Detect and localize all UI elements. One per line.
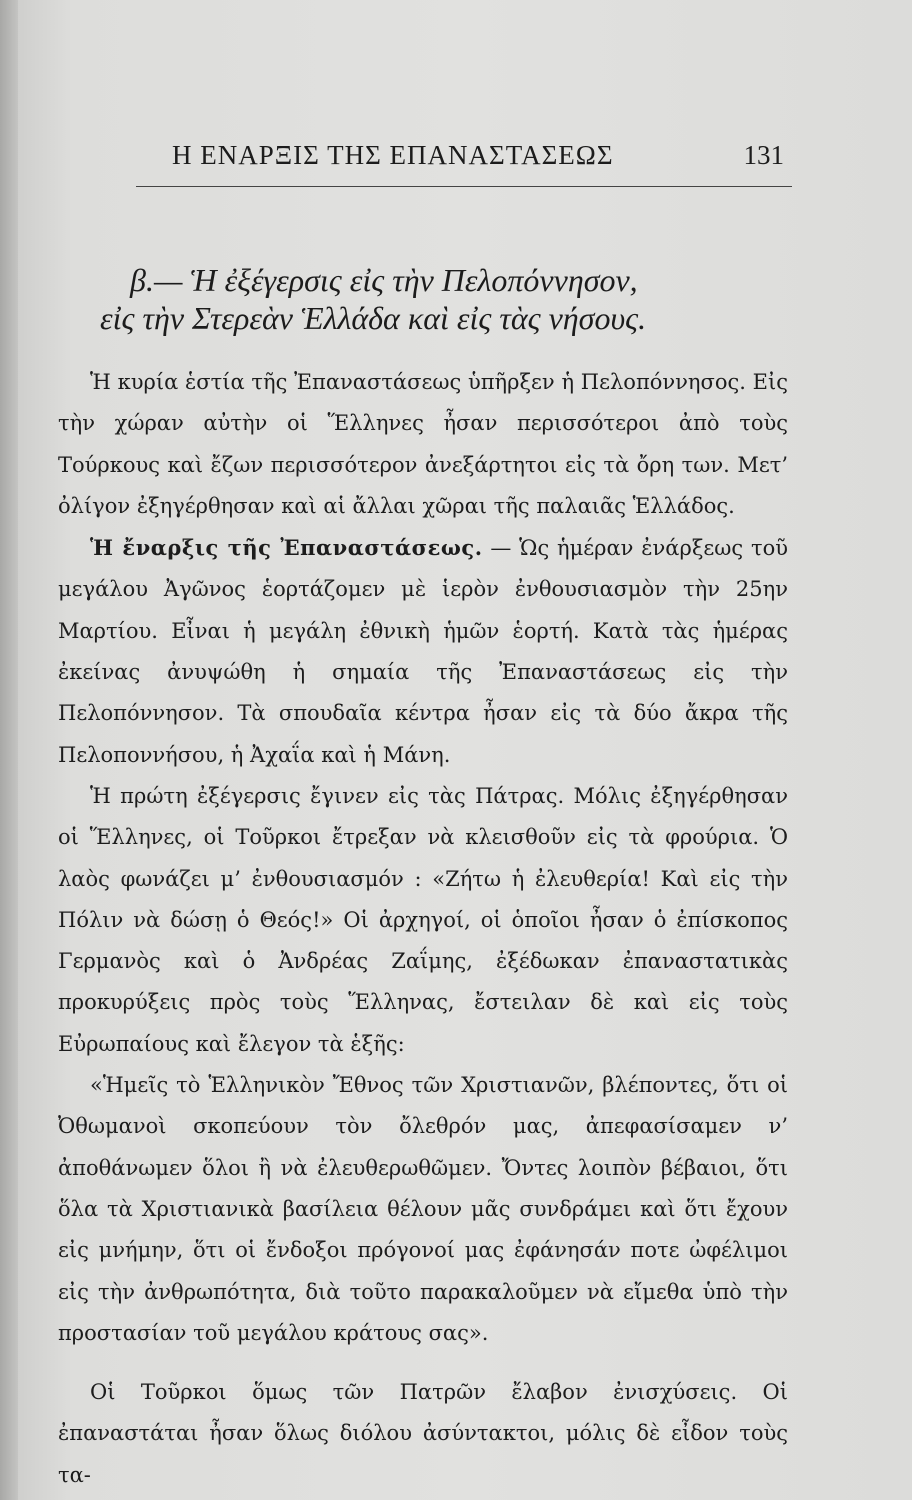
section-heading-line-2: εἰς τὴν Στερεὰν Ἑλλάδα καὶ εἰς τὰς νήσους. [100,300,647,336]
running-header [150,140,790,180]
running-header-title: Η ΕΝΑΡΞΙΣ ΤΗΣ ΕΠΑΝΑΣΤΑΣΕΩΣ [172,140,614,170]
section-heading-line-1: β.— Ἡ ἐξέγερσις εἰς τὴν Πελοπόννησον, [130,262,638,298]
header-rule [136,186,792,187]
paragraph-1: Ἡ κυρία ἑστία τῆς Ἐπαναστάσεως ὑπῆρξεν ἡ Πελοπόννησος. Εἰς τὴν χώραν αὐτὴν οἱ Ἕλληνες ἦσαν περισσότεροι ἀπὸ τοὺς Τούρκους καὶ ἔζων περισσότερον ἀνεξάρτητοι εἰς τὰ ὄρη των. Μετ’ ὀλίγον ἐξηγέρθησαν καὶ αἱ ἄλλαι χῶραι τῆς παλαιᾶς Ἑλλάδος. [58,370,788,518]
paragraph-5: Οἱ Τοῦρκοι ὅμως τῶν Πατρῶν ἔλαβον ἐνισχύσεις. Οἱ ἐπαναστάται ἦσαν ὅλως διόλου ἀσύντακτοι, μόλις δὲ εἶδον τοὺς τα- [58,1380,788,1487]
body-text [58,362,788,1496]
paragraph-2 [58,527,788,776]
paragraph-gap [58,1354,788,1372]
paragraph-4-quotation: «Ἡμεῖς τὸ Ἑλληνικὸν Ἔθνος τῶν Χριστιανῶν, βλέποντες, ὅτι οἱ Ὀθωμανοὶ σκοπεύουν τὸν ὄλεθρόν μας, ἀπεφασίσαμεν ν’ ἀποθάνωμεν ὅλοι ἢ νὰ ἐλευθερωθῶμεν. Ὄντες λοιπὸν βέβαιοι, ὅτι ὅλα τὰ Χριστιανικὰ βασίλεια θέλουν μᾶς συνδράμει καὶ ὅτι ἔχουν εἰς μνήμην, ὅτι οἱ ἔνδοξοι πρόγονοί μας ἐφάνησάν ποτε ὠφέλιμοι εἰς τὴν ἀνθρωπότητα, διὰ τοῦτο παρακαλοῦμεν νὰ εἴμεθα ὑπὸ τὴν προστασίαν τοῦ μεγάλου κράτους σας». [58,1073,788,1345]
paragraph-2-text: — Ὡς ἡμέραν ἐνάρξεως τοῦ μεγάλου Ἀγῶνος ἑορτάζομεν μὲ ἱερὸν ἐνθουσιασμὸν τὴν 25ην Μαρτίου. Εἶναι ἡ μεγάλη ἐθνικὴ ἡμῶν ἑορτή. Κατὰ τὰς ἡμέρας ἐκείνας ἀνυψώθη ἡ σημαία τῆς Ἐπαναστάσεως εἰς τὴν Πελοπόννησον. Τὰ σπουδαῖα κέντρα ἦσαν εἰς τὰ δύο ἄκρα τῆς Πελοποννήσου, ἡ Ἀχαΐα καὶ ἡ Μάνη. [58,536,788,767]
paragraph-3: Ἡ πρώτη ἐξέγερσις ἔγινεν εἰς τὰς Πάτρας. Μόλις ἐξηγέρθησαν οἱ Ἕλληνες, οἱ Τοῦρκοι ἔτρεξαν νὰ κλεισθοῦν εἰς τὰ φρούρια. Ὁ λαὸς φωνάζει μ’ ἐνθουσιασμόν : «Ζήτω ἡ ἐλευθερία! Καὶ εἰς τὴν Πόλιν νὰ δώσῃ ὁ Θεός!» Οἱ ἀρχηγοί, οἱ ὁποῖοι ἦσαν ὁ ἐπίσκοπος Γερμανὸς καὶ ὁ Ἀνδρέας Ζαΐμης, ἐξέδωκαν ἐπαναστατικὰς προκυρύξεις πρὸς τοὺς Ἕλληνας, ἔστειλαν δὲ καὶ εἰς τοὺς Εὐρωπαίους καὶ ἔλεγον τὰ ἑξῆς: [58,783,788,1056]
page-binding-edge [0,0,18,1500]
paragraph-2-lead: Ἡ ἔναρξις τῆς Ἐπαναστάσεως. [90,535,483,561]
page-number: 131 [743,140,784,170]
